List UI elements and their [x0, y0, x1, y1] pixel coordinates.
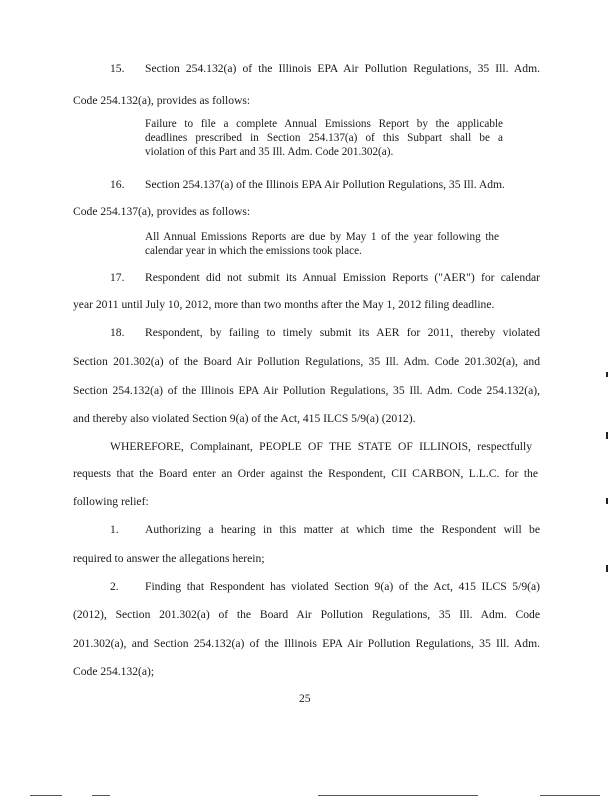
paragraph-text-line: Section 254.132(a) of the Illinois EPA Air Pollution Regulations, 35 Ill. Adm.	[145, 62, 540, 75]
paragraph-text-line: Section 254.137(a) of the Illinois EPA Air Pollution Regulations, 35 Ill. Adm.	[145, 178, 505, 191]
paragraph-text-line: 201.302(a), and Section 254.132(a) of the Illinois EPA Air Pollution Regulations, 35 Ill. Adm.	[73, 637, 540, 650]
paragraph-text-line: Finding that Respondent has violated Section 9(a) of the Act, 415 ILCS 5/9(a)	[145, 580, 540, 593]
paragraph-text-line: (2012), Section 201.302(a) of the Board Air Pollution Regulations, 35 Ill. Adm. Code	[73, 608, 540, 621]
footer-rule	[92, 795, 110, 796]
paragraph-text-line: and thereby also violated Section 9(a) of the Act, 415 ILCS 5/9(a) (2012).	[73, 412, 416, 425]
paragraph-text-line: Code 254.132(a);	[73, 665, 155, 678]
footer-rule	[30, 795, 62, 796]
paragraph-number: 1.	[110, 523, 119, 536]
paragraph-text-line: Section 254.132(a) of the Illinois EPA Air Pollution Regulations, 35 Ill. Adm. Code 254.132(a),	[73, 384, 540, 397]
scan-artifact	[606, 372, 608, 377]
scan-artifact	[606, 432, 608, 439]
paragraph-number: 17.	[110, 271, 125, 284]
paragraph-text-line: Authorizing a hearing in this matter at which time the Respondent will be	[145, 523, 540, 536]
quote-line: violation of this Part and 35 Ill. Adm. Code 201.302(a).	[145, 146, 394, 158]
scan-artifact	[606, 498, 608, 504]
paragraph-number: 15.	[110, 62, 125, 75]
quote-line: deadlines prescribed in Section 254.137(a) of this Subpart shall be a	[145, 132, 503, 144]
quote-line: Failure to file a complete Annual Emissions Report by the applicable	[145, 118, 503, 130]
paragraph-text-line: Code 254.137(a), provides as follows:	[73, 205, 251, 218]
page-number: 25	[299, 692, 311, 705]
footer-rule	[540, 795, 600, 796]
footer-rule	[318, 795, 478, 796]
paragraph-text-line: following relief:	[73, 495, 149, 508]
paragraph-text-line: Respondent, by failing to timely submit its AER for 2011, thereby violated	[145, 326, 540, 339]
paragraph-number: 2.	[110, 580, 119, 593]
quote-line: All Annual Emissions Reports are due by May 1 of the year following the	[145, 231, 499, 243]
paragraph-text-line: Code 254.132(a), provides as follows:	[73, 94, 251, 107]
paragraph-text-line: WHEREFORE, Complainant, PEOPLE OF THE STATE OF ILLINOIS, respectfully	[110, 440, 532, 453]
quote-line: calendar year in which the emissions took place.	[145, 245, 362, 257]
paragraph-text-line: requests that the Board enter an Order against the Respondent, CII CARBON, L.L.C. for the	[73, 467, 538, 480]
paragraph-text-line: year 2011 until July 10, 2012, more than two months after the May 1, 2012 filing deadline.	[73, 298, 495, 311]
scan-artifact	[606, 565, 608, 572]
paragraph-text-line: Section 201.302(a) of the Board Air Pollution Regulations, 35 Ill. Adm. Code 201.302(a), and	[73, 355, 540, 368]
paragraph-number: 16.	[110, 178, 125, 191]
paragraph-text-line: Respondent did not submit its Annual Emission Reports ("AER") for calendar	[145, 271, 540, 284]
paragraph-number: 18.	[110, 326, 125, 339]
paragraph-text-line: required to answer the allegations herein;	[73, 552, 265, 565]
